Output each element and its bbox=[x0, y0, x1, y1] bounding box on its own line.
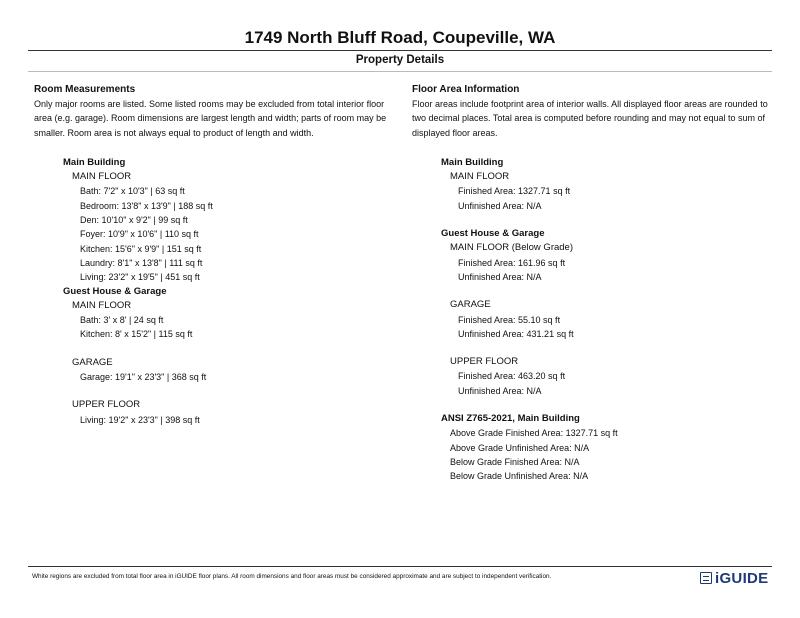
building-name: Main Building bbox=[441, 156, 504, 168]
floor-name: GARAGE bbox=[450, 299, 491, 311]
area-item: Unfinished Area: N/A bbox=[458, 271, 542, 282]
room-item: Kitchen: 8' x 15'2" | 115 sq ft bbox=[80, 329, 193, 340]
logo-text: iGUIDE bbox=[715, 569, 769, 587]
spacer bbox=[441, 398, 774, 412]
floor-area-note: Floor areas include footprint area of interior walls. All displayed floor areas are rounded to two decimal places. Total area is computed before rounding and may not equal to sum of displayed floor areas. bbox=[412, 99, 768, 138]
floor-name: GARAGE bbox=[72, 356, 113, 368]
room-item: Den: 10'10" x 9'2" | 99 sq ft bbox=[80, 215, 188, 226]
room-item: Laundry: 8'1" x 13'8" | 111 sq ft bbox=[80, 257, 203, 268]
room-item: Foyer: 10'9" x 10'6" | 110 sq ft bbox=[80, 229, 199, 240]
footer-disclaimer: White regions are excluded from total floor area in iGUIDE floor plans. All room dimensions and floor areas must be considered approximate and are subject to independent verification. bbox=[32, 573, 552, 580]
spacer bbox=[441, 284, 774, 298]
building-name: Guest House & Garage bbox=[441, 228, 545, 240]
floor-name: MAIN FLOOR bbox=[72, 299, 132, 311]
ansi-item: Below Grade Unfinished Area: N/A bbox=[450, 471, 589, 482]
ansi-item: Above Grade Unfinished Area: N/A bbox=[450, 442, 590, 453]
footer-divider bbox=[28, 566, 772, 567]
building-name: Main Building bbox=[63, 156, 126, 168]
building-name: Guest House & Garage bbox=[63, 285, 167, 297]
area-item: Finished Area: 463.20 sq ft bbox=[458, 371, 566, 382]
area-item: Unfinished Area: N/A bbox=[458, 385, 542, 396]
floor-name: MAIN FLOOR bbox=[72, 171, 132, 183]
room-item: Bath: 3' x 8' | 24 sq ft bbox=[80, 315, 164, 326]
spacer bbox=[63, 342, 394, 356]
ansi-item: Above Grade Finished Area: 1327.71 sq ft bbox=[450, 428, 618, 439]
spacer bbox=[63, 384, 394, 398]
page-title: 1749 North Bluff Road, Coupeville, WA bbox=[244, 28, 556, 47]
subtitle-divider bbox=[28, 71, 772, 72]
area-item: Unfinished Area: N/A bbox=[458, 200, 542, 211]
floor-name: UPPER FLOOR bbox=[450, 356, 519, 368]
room-item: Living: 23'2" x 19'5" | 451 sq ft bbox=[80, 272, 200, 283]
title-divider bbox=[28, 50, 772, 51]
area-item: Finished Area: 55.10 sq ft bbox=[458, 314, 561, 325]
ansi-heading: ANSI Z765-2021, Main Building bbox=[441, 413, 580, 425]
floor-name: MAIN FLOOR (Below Grade) bbox=[450, 242, 573, 254]
spacer bbox=[441, 341, 774, 355]
iguide-logo-icon bbox=[700, 572, 712, 584]
ansi-item: Below Grade Finished Area: N/A bbox=[450, 456, 580, 467]
iguide-logo bbox=[700, 569, 768, 587]
floor-area-heading: Floor Area Information bbox=[412, 84, 520, 95]
spacer bbox=[441, 213, 774, 227]
room-item: Garage: 19'1" x 23'3" | 368 sq ft bbox=[80, 372, 207, 383]
floor-name: MAIN FLOOR bbox=[450, 171, 510, 183]
area-item: Unfinished Area: 431.21 sq ft bbox=[458, 328, 574, 339]
room-measurements-section bbox=[34, 83, 394, 427]
room-item: Living: 19'2" x 23'3" | 398 sq ft bbox=[80, 414, 200, 425]
building-main bbox=[63, 156, 394, 427]
room-item: Bedroom: 13'8" x 13'9" | 188 sq ft bbox=[80, 200, 213, 211]
page-subtitle: Property Details bbox=[355, 54, 445, 66]
room-item: Kitchen: 15'6" x 9'9" | 151 sq ft bbox=[80, 243, 202, 254]
room-measurements-note: Only major rooms are listed. Some listed rooms may be excluded from total interior floor area (e.g. garage). Room dimensions are largest length and width; parts of room may be smaller. Room area is not always equal to product of length and width. bbox=[34, 99, 387, 138]
room-item: Bath: 7'2" x 10'3" | 63 sq ft bbox=[80, 186, 185, 197]
building-main-area bbox=[441, 156, 774, 484]
area-item: Finished Area: 1327.71 sq ft bbox=[458, 186, 571, 197]
floor-name: UPPER FLOOR bbox=[72, 399, 141, 411]
room-measurements-heading: Room Measurements bbox=[34, 84, 136, 95]
floor-area-section bbox=[412, 83, 774, 484]
area-item: Finished Area: 161.96 sq ft bbox=[458, 257, 566, 268]
